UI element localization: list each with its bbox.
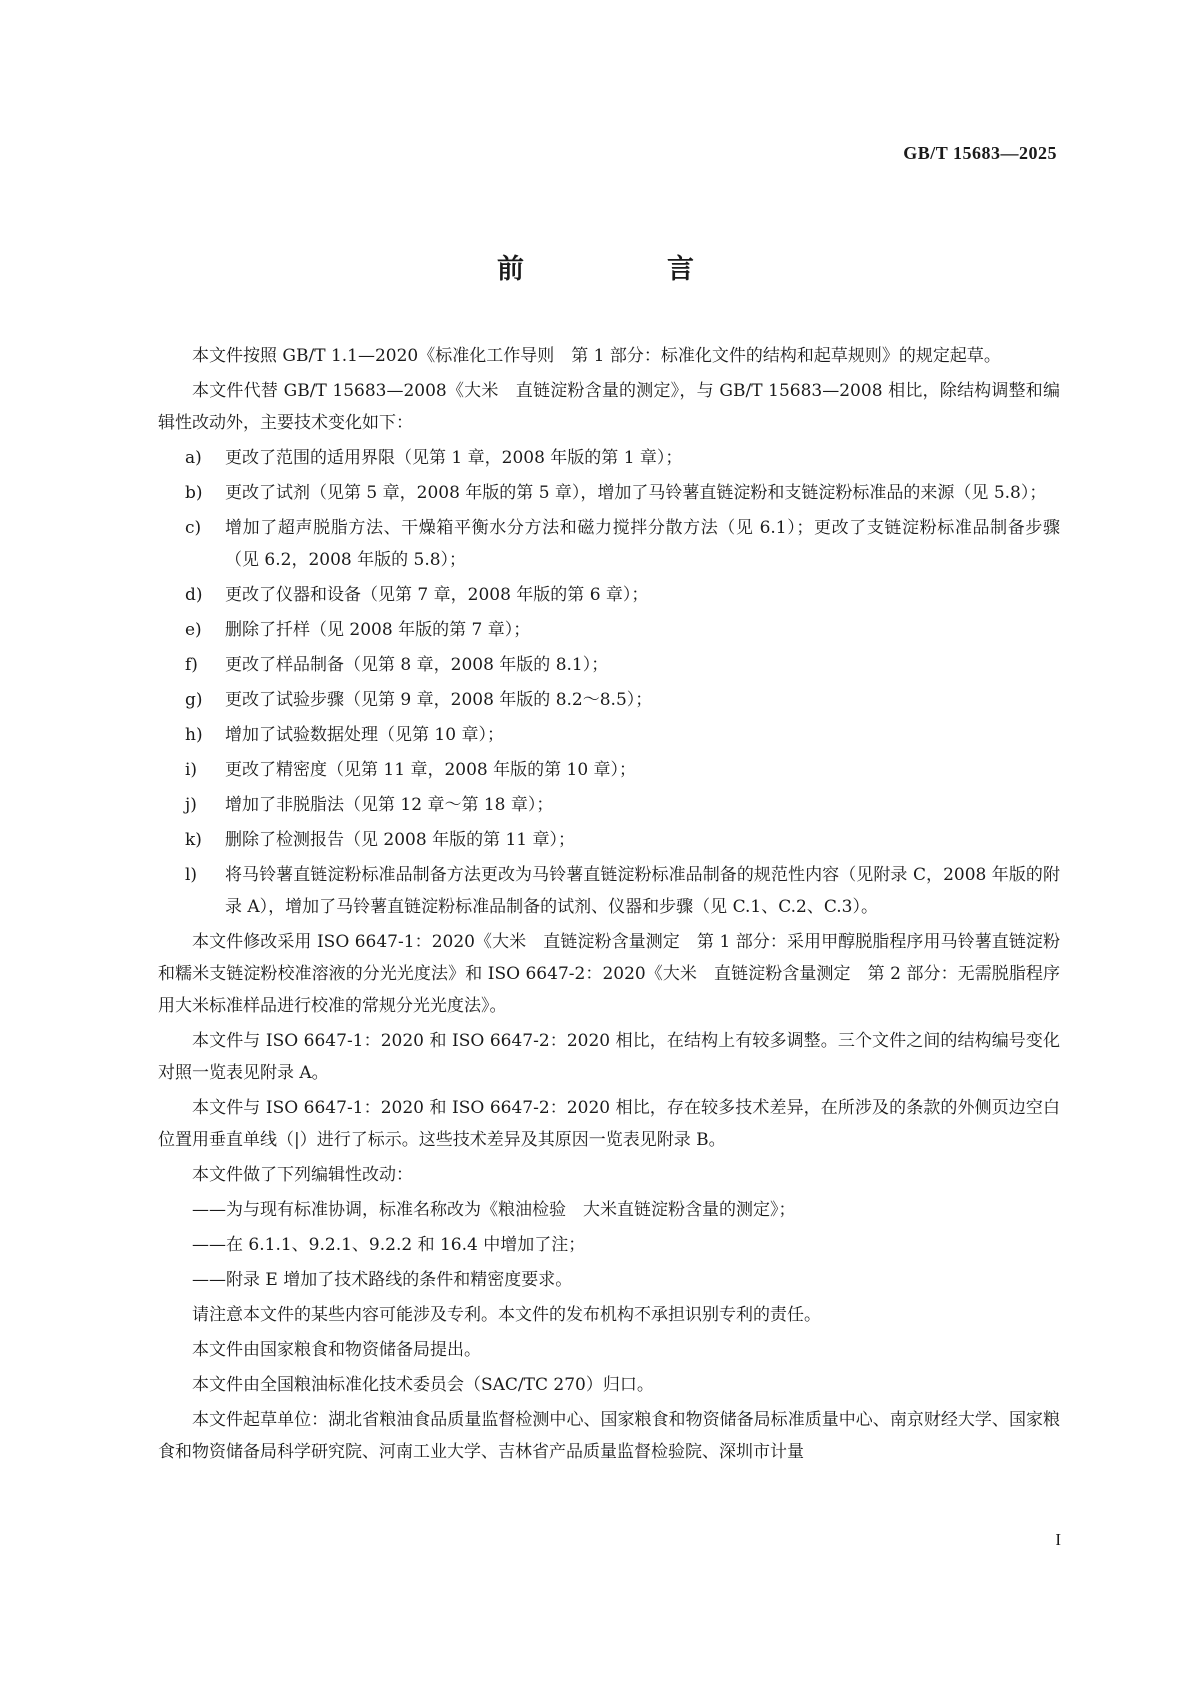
list-item: ——为与现有标准协调，标准名称改为《粮油检验 大米直链淀粉含量的测定》； <box>192 1200 796 1220</box>
list-item-text: 更改了范围的适用界限（见第 1 章，2008 年版的第 1 章）； <box>225 448 683 468</box>
list-item-text: 更改了精密度（见第 11 章，2008 年版的第 10 章）； <box>225 760 637 780</box>
list-item <box>158 684 1060 716</box>
list-item-text: 增加了超声脱脂方法、干燥箱平衡水分方法和磁力搅拌分散方法（见 6.1）；更改了支链淀粉标准品制备步骤（见 6.2，2008 年版的 5.8）； <box>225 518 1060 570</box>
list-item-label: k) <box>185 830 202 850</box>
list-item-text: 增加了试验数据处理（见第 10 章）； <box>225 725 504 745</box>
list-item <box>158 789 1060 821</box>
list-item <box>158 754 1060 786</box>
paragraph: 本文件由全国粮油标准化技术委员会（SAC/TC 270）归口。 <box>192 1375 654 1395</box>
list-item <box>158 859 1060 923</box>
list-item-text: 将马铃薯直链淀粉标准品制备方法更改为马铃薯直链淀粉标准品制备的规范性内容（见附录 C，2008 年版的附录 A），增加了马铃薯直链淀粉标准品制备的试剂、仪器和步骤（见 C.1、C.2、C.3）。 <box>225 865 1060 917</box>
paragraph: 本文件代替 GB/T 15683—2008《大米 直链淀粉含量的测定》，与 GB/T 15683—2008 相比，除结构调整和编辑性改动外，主要技术变化如下： <box>158 381 1060 433</box>
paragraph: 本文件与 ISO 6647-1：2020 和 ISO 6647-2：2020 相比，存在较多技术差异，在所涉及的条款的外侧页边空白位置用垂直单线（|）进行了标示。这些技术差异及其原因一览表见附录 B。 <box>158 1098 1060 1150</box>
list-item-text: 更改了试剂（见第 5 章，2008 年版的第 5 章），增加了马铃薯直链淀粉和支链淀粉标准品的来源（见 5.8）； <box>225 483 1047 503</box>
list-item-text: 更改了样品制备（见第 8 章，2008 年版的 8.1）； <box>225 655 609 675</box>
list-item-text: 增加了非脱脂法（见第 12 章～第 18 章）； <box>225 795 554 815</box>
editorial-changes-list <box>158 1194 1060 1296</box>
technical-changes-list <box>158 442 1060 923</box>
page-number: I <box>1055 1530 1061 1549</box>
list-item <box>158 614 1060 646</box>
list-item <box>158 477 1060 509</box>
paragraph: 本文件由国家粮食和物资储备局提出。 <box>192 1340 481 1360</box>
list-item-label: b) <box>185 483 203 503</box>
document-body <box>158 340 1060 1471</box>
list-item <box>158 442 1060 474</box>
paragraph: 本文件与 ISO 6647-1：2020 和 ISO 6647-2：2020 相比，在结构上有较多调整。三个文件之间的结构编号变化对照一览表见附录 A。 <box>158 1031 1060 1083</box>
list-item-label: e) <box>185 620 202 640</box>
paragraph: 本文件起草单位：湖北省粮油食品质量监督检测中心、国家粮食和物资储备局标准质量中心、南京财经大学、国家粮食和物资储备局科学研究院、河南工业大学、吉林省产品质量监督检验院、深圳市计量 <box>158 1410 1060 1462</box>
list-item-label: j) <box>185 795 197 815</box>
list-item-text: 更改了仪器和设备（见第 7 章，2008 年版的第 6 章）； <box>225 585 649 605</box>
list-item-label: d) <box>185 585 203 605</box>
paragraph: 本文件按照 GB/T 1.1—2020《标准化工作导则 第 1 部分：标准化文件的结构和起草规则》的规定起草。 <box>192 346 1001 366</box>
list-item: ——附录 E 增加了技术路线的条件和精密度要求。 <box>192 1270 573 1290</box>
list-item-label: h) <box>185 725 203 745</box>
list-item <box>158 512 1060 576</box>
list-item <box>158 719 1060 751</box>
list-item-label: g) <box>185 690 203 710</box>
list-item <box>158 649 1060 681</box>
list-item-label: c) <box>185 518 202 538</box>
paragraph: 本文件修改采用 ISO 6647-1：2020《大米 直链淀粉含量测定 第 1 部分：采用甲醇脱脂程序用马铃薯直链淀粉和糯米支链淀粉校准溶液的分光光度法》和 ISO 6647-2：2020《大米 直链淀粉含量测定 第 2 部分：无需脱脂程序用大米标准样品进行校准的常规分光光度法》。 <box>158 932 1060 1016</box>
list-item-text: 删除了检测报告（见 2008 年版的第 11 章）； <box>225 830 576 850</box>
list-item <box>158 824 1060 856</box>
page-title: 前 言 <box>497 254 752 285</box>
document-code: GB/T 15683—2025 <box>903 143 1057 163</box>
list-item-text: 更改了试验步骤（见第 9 章，2008 年版的 8.2～8.5）； <box>225 690 653 710</box>
list-item-label: a) <box>185 448 202 468</box>
list-item-label: l) <box>185 865 198 885</box>
paragraph: 请注意本文件的某些内容可能涉及专利。本文件的发布机构不承担识别专利的责任。 <box>192 1305 821 1325</box>
list-item-label: i) <box>185 760 198 780</box>
list-item-text: 删除了扦样（见 2008 年版的第 7 章）； <box>225 620 531 640</box>
list-item: ——在 6.1.1、9.2.1、9.2.2 和 16.4 中增加了注； <box>192 1235 586 1255</box>
list-item-label: f) <box>185 655 198 675</box>
list-item <box>158 579 1060 611</box>
paragraph: 本文件做了下列编辑性改动： <box>192 1165 413 1185</box>
